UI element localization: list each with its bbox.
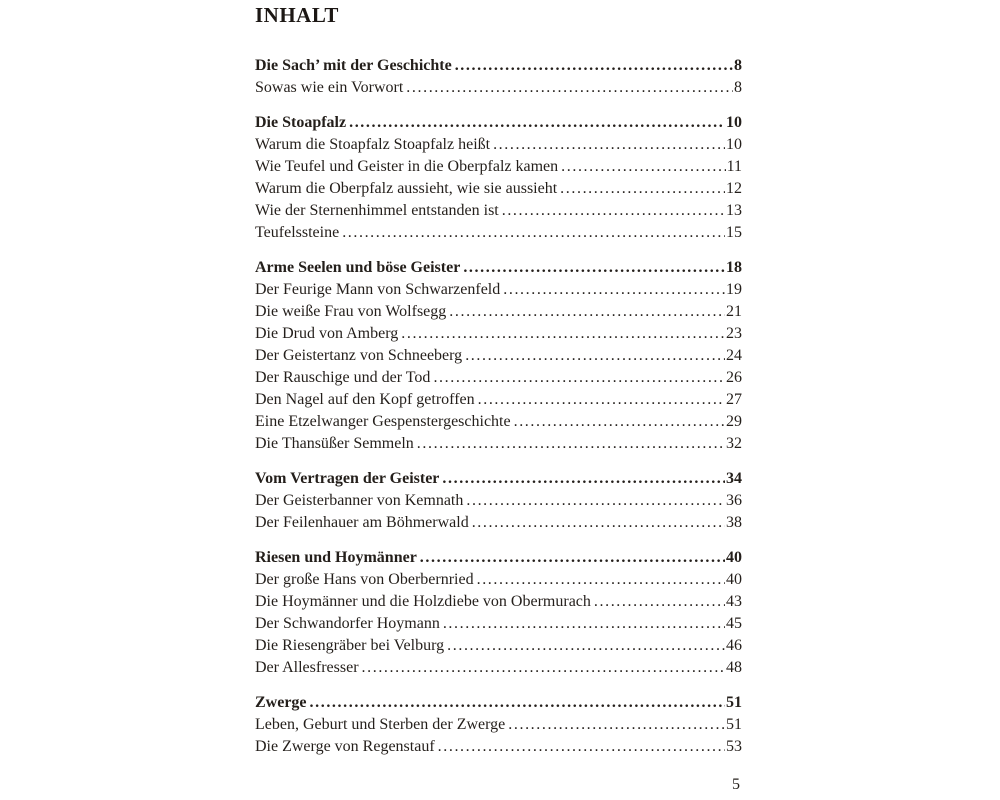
dot-leader <box>310 692 725 714</box>
toc-entry-page: 12 <box>726 180 742 198</box>
dot-leader <box>466 490 725 512</box>
toc-entry-page: 27 <box>726 390 742 408</box>
dot-leader <box>502 200 725 222</box>
toc-entry-page: 43 <box>726 592 742 610</box>
toc-entry-page: 36 <box>726 491 742 509</box>
toc-entry <box>255 389 742 411</box>
toc-entry-page: 24 <box>726 346 742 364</box>
dot-leader <box>514 411 725 433</box>
toc-entry <box>255 591 742 613</box>
toc-entry <box>255 714 742 736</box>
toc-entry <box>255 77 742 99</box>
toc-entry-label: Wie der Sternenhimmel entstanden ist <box>255 201 499 219</box>
dot-leader <box>447 635 725 657</box>
toc-entry-page: 53 <box>726 737 742 755</box>
toc-entry-page: 23 <box>726 324 742 342</box>
toc-entry-label: Der Allesfresser <box>255 658 359 676</box>
toc-section <box>255 112 742 243</box>
toc-entry <box>255 569 742 591</box>
toc-entry-label: Der Schwandorfer Hoymann <box>255 614 440 632</box>
toc-entry-page: 10 <box>726 136 742 154</box>
toc-entry-page: 13 <box>726 201 742 219</box>
toc-entry-page: 48 <box>726 658 742 676</box>
toc-section <box>255 55 742 99</box>
dot-leader <box>561 156 725 178</box>
toc-entry <box>255 657 742 679</box>
book-page <box>255 2 742 798</box>
dot-leader <box>420 547 725 569</box>
toc-entry <box>255 367 742 389</box>
toc-entry <box>255 433 742 455</box>
toc-entry-page: 40 <box>726 571 742 589</box>
toc-entry-label: Der Geisterbanner von Kemnath <box>255 491 464 509</box>
toc-entry-page: 51 <box>726 715 742 733</box>
toc-entry <box>255 222 742 244</box>
toc-section-header <box>255 692 742 714</box>
toc-entry-page: 38 <box>726 513 742 531</box>
toc-entry <box>255 178 742 200</box>
toc-section-title: Zwerge <box>255 694 307 712</box>
toc-section-title: Die Sach’ mit der Geschichte <box>255 57 452 74</box>
toc-entry <box>255 411 742 433</box>
dot-leader <box>594 591 725 613</box>
toc-entry-label: Den Nagel auf den Kopf getroffen <box>255 390 475 408</box>
table-of-contents <box>255 55 742 758</box>
toc-entry-label: Die Drud von Amberg <box>255 324 399 342</box>
dot-leader <box>406 77 733 99</box>
toc-entry-label: Warum die Stoapfalz Stoapfalz heißt <box>255 136 491 154</box>
toc-entry <box>255 613 742 635</box>
dot-leader <box>503 279 725 301</box>
toc-entry <box>255 200 742 222</box>
dot-leader <box>477 569 725 591</box>
toc-entry-label: Wie Teufel und Geister in die Oberpfalz kamen <box>255 158 559 176</box>
toc-entry-page: 21 <box>726 303 742 321</box>
toc-entry-label: Der Rauschige und der Tod <box>255 368 431 386</box>
toc-entry-page: 29 <box>726 412 742 430</box>
toc-entry-label: Eine Etzelwanger Gespenstergeschichte <box>255 412 511 430</box>
dot-leader <box>417 433 725 455</box>
page-number: 5 <box>732 776 740 793</box>
toc-entry <box>255 279 742 301</box>
toc-entry-label: Der Feurige Mann von Schwarzenfeld <box>255 281 501 299</box>
toc-section-title: Arme Seelen und böse Geister <box>255 259 461 277</box>
toc-entry-label: Warum die Oberpfalz aussieht, wie sie aussieht <box>255 180 558 198</box>
toc-entry-page: 45 <box>726 614 742 632</box>
toc-entry <box>255 345 742 367</box>
dot-leader <box>455 55 733 77</box>
toc-entry-page: 40 <box>726 549 742 567</box>
toc-entry <box>255 736 742 758</box>
toc-entry-label: Sowas wie ein Vorwort <box>255 78 404 96</box>
dot-leader <box>465 345 725 367</box>
toc-entry-page: 10 <box>726 114 742 132</box>
page-title: INHALT <box>255 3 339 27</box>
toc-entry <box>255 490 742 512</box>
dot-leader <box>362 657 725 679</box>
toc-section-header <box>255 468 742 490</box>
dot-leader <box>478 389 725 411</box>
toc-entry <box>255 323 742 345</box>
dot-leader <box>560 178 725 200</box>
toc-entry <box>255 512 742 534</box>
toc-entry-page: 8 <box>734 57 742 74</box>
dot-leader <box>433 367 725 389</box>
toc-entry-page: 11 <box>726 158 742 176</box>
toc-entry-page: 34 <box>726 469 742 487</box>
dot-leader <box>342 222 725 244</box>
dot-leader <box>349 112 725 134</box>
toc-section-title: Die Stoapfalz <box>255 114 347 132</box>
dot-leader <box>438 736 725 758</box>
toc-section <box>255 257 742 454</box>
toc-section-header <box>255 112 742 134</box>
dot-leader <box>442 468 725 490</box>
toc-entry-label: Der große Hans von Oberbernried <box>255 571 474 589</box>
toc-entry-label: Leben, Geburt und Sterben der Zwerge <box>255 715 506 733</box>
toc-entry <box>255 134 742 156</box>
toc-entry <box>255 156 742 178</box>
toc-section-header <box>255 547 742 569</box>
toc-section-title: Riesen und Hoymänner <box>255 549 417 567</box>
toc-entry-label: Die Riesengräber bei Velburg <box>255 636 445 654</box>
toc-entry-label: Der Feilenhauer am Böhmerwald <box>255 513 469 531</box>
dot-leader <box>449 301 725 323</box>
dot-leader <box>443 613 725 635</box>
dot-leader <box>493 134 725 156</box>
toc-entry-page: 8 <box>734 78 742 96</box>
toc-entry-label: Teufelssteine <box>255 223 340 241</box>
dot-leader <box>472 512 725 534</box>
toc-section <box>255 547 742 678</box>
dot-leader <box>401 323 725 345</box>
toc-entry-page: 51 <box>726 694 742 712</box>
toc-entry-page: 18 <box>726 259 742 277</box>
toc-entry-page: 15 <box>726 223 742 241</box>
toc-entry <box>255 301 742 323</box>
toc-section-header <box>255 55 742 77</box>
toc-section-title: Vom Vertragen der Geister <box>255 469 440 487</box>
toc-section <box>255 468 742 534</box>
dot-leader <box>463 257 725 279</box>
toc-entry-label: Die Thansüßer Semmeln <box>255 434 414 452</box>
toc-section-header <box>255 257 742 279</box>
toc-entry-label: Die Zwerge von Regenstauf <box>255 737 435 755</box>
toc-entry <box>255 635 742 657</box>
toc-entry-label: Die weiße Frau von Wolfsegg <box>255 303 447 321</box>
toc-entry-page: 32 <box>726 434 742 452</box>
toc-entry-page: 46 <box>726 636 742 654</box>
toc-entry-page: 26 <box>726 368 742 386</box>
toc-section <box>255 692 742 758</box>
dot-leader <box>508 714 725 736</box>
toc-entry-page: 19 <box>726 281 742 299</box>
toc-entry-label: Die Hoymänner und die Holzdiebe von Obermurach <box>255 592 591 610</box>
toc-entry-label: Der Geistertanz von Schneeberg <box>255 346 463 364</box>
